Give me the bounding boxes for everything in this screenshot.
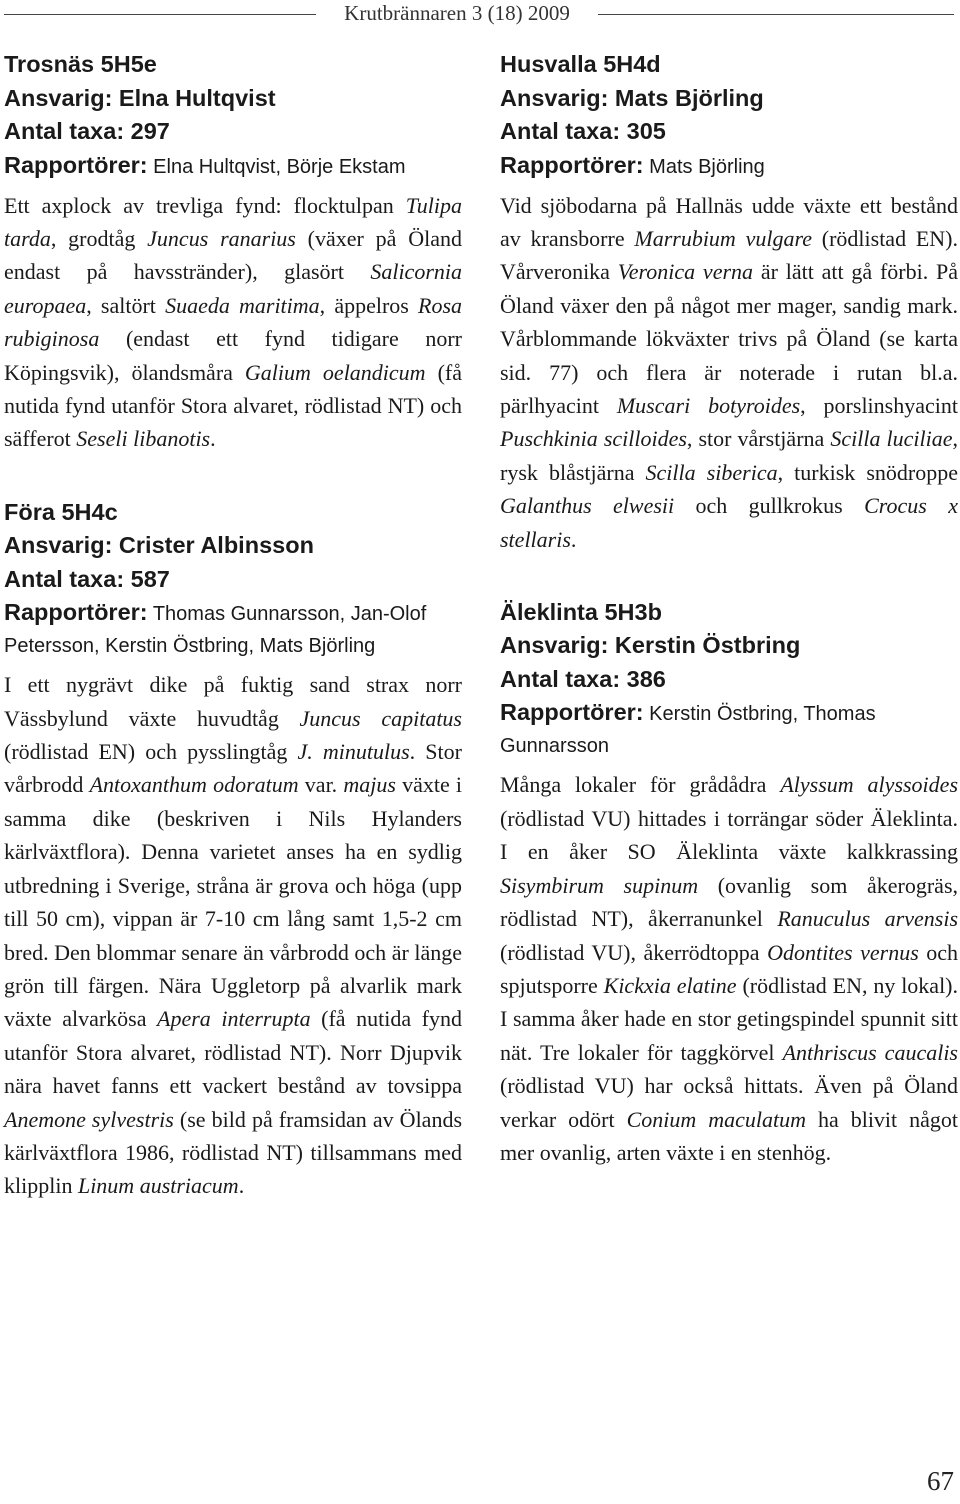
body-text-run: växte i samma dike (beskriven i Nils Hylanders kärlväxtflora). Denna varietet anses ha en sydlig utbredning i Sverige, stråna är grova och höga (upp till 50 cm), vippan är 7-10 cm lång samt 1,5-2 cm bred. Den blommar senare än vårbrodd och är länge grön till färgen. Nära Uggletorp på alvarlik mark växte alvarkösa xyxy=(4,772,462,1032)
body-text-run: (rödlistad EN) och pysslingtåg xyxy=(4,739,298,765)
species-name: majus xyxy=(343,772,396,798)
reporters-label: Rapportörer: xyxy=(500,151,644,178)
species-name: Crocus x stellaris xyxy=(500,493,958,552)
body-text-run: , porslinshyacint xyxy=(800,392,958,418)
species-name: Juncus ranarius xyxy=(147,225,296,251)
body-text-run: (rödlistad EN). Vårveronika xyxy=(500,225,958,285)
species-name: Ranuculus arvensis xyxy=(777,906,959,932)
running-head: Krutbrännaren 3 (18) 2009 xyxy=(344,1,570,25)
section-taxa-count: Antal taxa: 386 xyxy=(500,665,666,692)
section-reporters xyxy=(4,149,462,183)
reporters-names: Mats Björling xyxy=(643,155,765,178)
species-name: Anthriscus caucalis xyxy=(782,1039,958,1065)
species-name: Odontites vernus xyxy=(767,939,919,965)
body-text-run: . xyxy=(238,1173,245,1199)
header-rule-left xyxy=(4,14,316,15)
body-text-run: ha blivit något mer ovanlig, arten växte i en stenhög. xyxy=(500,1106,959,1165)
species-name: Kickxia elatine xyxy=(603,972,737,998)
section-body xyxy=(4,189,462,456)
section-reporters xyxy=(500,149,958,183)
body-text-run: (se bild på framsidan av Ölands kärlväxtflora 1986, rödlistad NT) tillsammans med klipplin xyxy=(4,1106,463,1199)
reporters-label: Rapportörer: xyxy=(4,151,148,178)
section-fora xyxy=(4,496,462,1203)
species-name: Galanthus elwesii xyxy=(500,493,675,519)
section-body xyxy=(4,668,462,1203)
section-responsible: Ansvarig: Mats Björling xyxy=(500,84,764,111)
section-title: Trosnäs 5H5e xyxy=(4,51,157,77)
reporters-label: Rapportörer: xyxy=(500,699,644,726)
body-text-run: , grodtåg xyxy=(50,225,148,251)
body-text-run: , rysk blåstjärna xyxy=(500,426,958,485)
species-name: J. minutulus xyxy=(297,739,410,765)
species-name: Rosa rubiginosa xyxy=(4,292,462,352)
species-name: Alyssum alyssoides xyxy=(780,772,958,798)
section-body xyxy=(500,189,958,556)
body-text-run: var. xyxy=(298,772,344,798)
section-taxa-count: Antal taxa: 587 xyxy=(4,565,170,592)
section-title: Äleklinta 5H3b xyxy=(500,598,662,625)
reporters-names: Elna Hultqvist, Börje Ekstam xyxy=(147,155,406,178)
body-text-run: (rödlistad VU) har också hittats. Även på Öland verkar odört xyxy=(500,1073,958,1132)
section-reporters xyxy=(4,596,462,662)
section-trosnas xyxy=(4,48,462,456)
body-text-run: är lätt att gå förbi. På Öland växer den på något mer mager, sandig mark. Vårblommande lökväxter trivs på Öland (se karta sid. 77) och flera är noterade i rutan bl.a. pärlhyacint xyxy=(500,259,958,418)
body-text-run: . Stor vårbrodd xyxy=(4,739,462,798)
species-name: Galium oelandicum xyxy=(244,359,426,385)
section-taxa-count: Antal taxa: 305 xyxy=(500,118,666,144)
section-aleklinta xyxy=(500,596,958,1169)
section-taxa-count: Antal taxa: 297 xyxy=(4,118,170,144)
species-name: Scilla siberica xyxy=(645,459,778,485)
header-rule-right xyxy=(598,14,954,15)
body-text-run: , äppelros xyxy=(319,292,418,318)
species-name: Scilla luciliae xyxy=(830,426,953,452)
body-text-run: (få nutida fynd utanför Stora alvaret, rödlistad NT) och säfferot xyxy=(4,359,462,452)
section-responsible: Ansvarig: Crister Albinsson xyxy=(4,532,314,559)
reporters-names: Kerstin Östbring, Thomas Gunnarsson xyxy=(500,703,876,758)
species-name: Seseli libanotis xyxy=(76,426,211,452)
body-text-run: . xyxy=(570,526,577,552)
body-text-run: Många lokaler för grådådra xyxy=(500,772,781,798)
body-text-run: (rödlistad VU) hittades i torrängar söder Äleklinta. I en åker SO Äleklinta växte kalkkrassing xyxy=(500,805,958,865)
species-name: Apera interrupta xyxy=(157,1006,311,1032)
species-name: Antoxanthum odoratum xyxy=(89,772,299,798)
species-name: Suaeda maritima xyxy=(165,292,320,318)
species-name: Linum austriacum xyxy=(77,1173,239,1199)
species-name: Juncus capitatus xyxy=(299,705,462,731)
section-body xyxy=(500,768,958,1169)
body-text-run: , saltört xyxy=(86,292,166,318)
species-name: Conium maculatum xyxy=(626,1106,806,1132)
section-responsible: Ansvarig: Kerstin Östbring xyxy=(500,632,801,659)
body-text-run: (få nutida fynd utanför Stora alvaret, rödlistad NT). Norr Djupvik nära havet fanns ett vackert bestånd av tovsippa xyxy=(4,1006,462,1099)
section-husvalla xyxy=(500,48,958,556)
section-title: Husvalla 5H4d xyxy=(500,51,661,77)
left-column xyxy=(4,48,462,1243)
species-name: Veronica verna xyxy=(617,259,754,285)
body-text-run: Ett axplock av trevliga fynd: flocktulpan xyxy=(4,192,406,218)
body-text-run: (rödlistad EN, ny lokal). I samma åker hade en stor getingspindel spunnit sitt nät. Tre lokaler för taggkörvel xyxy=(500,972,959,1065)
species-name: Tulipa tarda xyxy=(4,192,462,251)
species-name: Puschkinia scilloides xyxy=(500,426,687,452)
body-text-run: (rödlistad VU), åkerrödtoppa xyxy=(500,939,768,965)
body-text-run: I ett nygrävt dike på fuktig sand strax norr Vässbylund växte huvudtåg xyxy=(4,672,462,731)
section-reporters xyxy=(500,696,958,762)
section-title: Föra 5H4c xyxy=(4,498,118,525)
body-text-run: Vid sjöbodarna på Hallnäs udde växte ett bestånd av kransborre xyxy=(500,192,958,251)
body-text-run: , turkisk snödroppe xyxy=(777,459,959,485)
species-name: Muscari botyroides xyxy=(616,392,801,418)
body-text-run: . xyxy=(210,426,216,452)
body-text-run: (endast ett fynd tidigare norr Köpingsvik), ölandsmåra xyxy=(4,326,462,385)
page-number: 67 xyxy=(927,1466,954,1496)
species-name: Marrubium vulgare xyxy=(634,225,812,251)
species-name: Anemone sylvestris xyxy=(4,1106,174,1132)
body-text-run: , stor vårstjärna xyxy=(686,426,831,452)
body-text-run: och spjutsporre xyxy=(500,939,959,998)
body-text-run: (växer på Öland endast på havsstränder), glasört xyxy=(4,225,462,285)
body-text-run: och gullkrokus xyxy=(674,493,865,519)
body-text-run: (ovanlig som åkerogräs, rödlistad NT), åkerranunkel xyxy=(500,872,959,932)
reporters-label: Rapportörer: xyxy=(4,599,148,626)
reporters-names: Thomas Gunnarsson, Jan-Olof Petersson, Kerstin Östbring, Mats Björling xyxy=(4,603,427,658)
species-name: Sisymbirum supinum xyxy=(500,872,699,898)
right-column xyxy=(500,48,958,1209)
section-responsible: Ansvarig: Elna Hultqvist xyxy=(4,84,276,111)
species-name: Salicornia europaea xyxy=(4,259,462,318)
